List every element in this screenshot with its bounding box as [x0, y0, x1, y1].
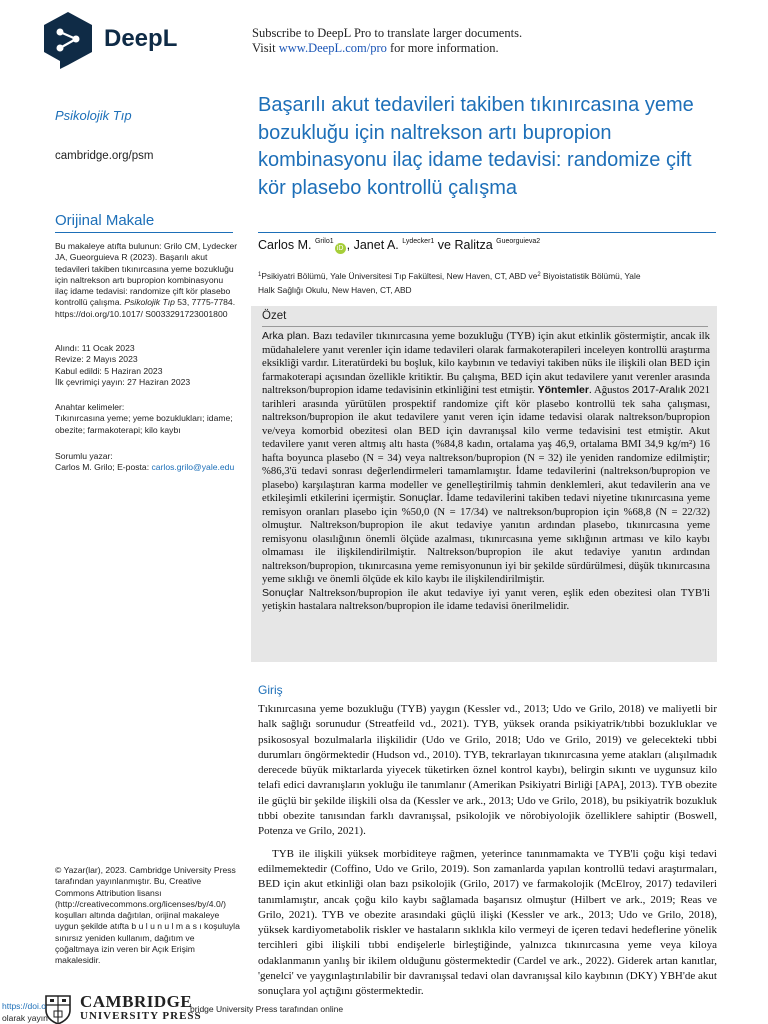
footer-note: bridge University Press tarafından online — [190, 1004, 344, 1014]
date-revised: Revize: 2 Mayıs 2023 — [55, 354, 138, 365]
divider — [55, 232, 233, 233]
orcid-icon[interactable]: iD — [335, 243, 346, 254]
journal-name: Psikolojik Tıp — [55, 108, 132, 123]
abstract-label-methods: Yöntemler — [537, 384, 589, 396]
article-type: Orijinal Makale — [55, 212, 155, 229]
divider — [258, 232, 716, 233]
divider — [262, 326, 708, 327]
doi-link[interactable]: https://doi.o — [2, 1001, 46, 1011]
date-online: İlk çevrimiçi yayın: 27 Haziran 2023 — [55, 376, 191, 387]
keywords-label: Anahtar kelimeler: — [55, 402, 125, 412]
license-text: © Yazar(lar), 2023. Cambridge University Press tarafından yayınlanmıştır. Bu, Creative Commons Attribution lisansı (http://creativecommons.org/licenses/by/4.0/) koşulları altında dağıtılan, orijinal makaleye uygun şekilde atıfta b u l u n u l m a s ı koşuluyla sınırsız yeniden kullanım, dağıtım ve çoğaltmaya izin veren bir Açık Erişim makalesidir. — [55, 865, 240, 966]
introduction-body — [258, 702, 717, 1000]
article-dates — [55, 343, 238, 388]
publisher-logo: CAMBRIDGE UNIVERSITY PRESS — [44, 994, 202, 1024]
keywords-block — [55, 402, 238, 436]
abstract-label-background: Arka plan. — [262, 330, 310, 342]
deepl-pro-link[interactable]: www.DeepL.com/pro — [278, 41, 387, 55]
author-email-link[interactable]: carlos.grilo@yale.edu — [151, 462, 235, 473]
abstract-text: Arka plan. Bazı tedaviler tıkınırcasına yeme bozukluğu (TYB) için akut etkinlik göstermiştir, ancak ilk müdahalelere yanıt verenler için idame tedavileri olarak farmakoterapileri inceleyen kontrollü araştırma eksikliği vardır. Literatürdeki bu boşluk, kilo kaybının ve tedaviyi takiben nüks ile ilişkili olan BED için farmakoterapi açısından özellikle kritiktir. Bu çalışma, BED için akut tedavilere yanıt verenler arasında naltrekson/bupropion idame tedavisinin etkinliğini test etmiştir. Yöntemler. Ağustos 2017-Aralık 2021 tarihleri arasında yürütülen prospektif randomize çift kör plasebo kontrollü tek saha çalışması, naltrekson/bupropion ile akut tedavilere yanıt veren için idame tedavisi olarak naltrekson/bupropion ve/veya komorbid obezitesi olan BED için davranışsal kilo verme tedavisini test etmiştir. Akut tedavilere yanıt veren altmış altı hasta (%84,8 kadın, ortalama yaş 46,9, ortalama BMI 34,9 kg/m²) 16 hafta boyunca plasebo (N = 34) veya naltrekson/bupropion (N = 32) ile yeniden randomize edilmiştir; %86,3'ü tedavi sonrası değerlendirmeleri tamamlamıştır. İdame tedavilerini (naltrekson/bupropion ve plasebo) karşılaştıran karma modeller ve genelleştirilmiş tahmin denklemleri, akut tedavilerin ana ve etkileşimli etkilerini içermiştir. Sonuçlar. İdame tedavilerini takiben tedavi niyetine tıkınırcasına yeme remisyon oranları plasebo için %50,0 (N = 17/34) ve naltrekson/bupropion için %68,8 (N = 22/32) olmuştur. Naltrekson/bupropion ile akut tedaviye yanıtın ardından plasebo, tıkınırcasına yeme remisyonu olasılığının önemli ölçüde azalması, tıkınırcasına yeme sıklığının artması ve kilo kaybı olmaması ile ilişkilendirilmiştir. Naltrekson/bupropion ile akut tedaviye yanıtın ardından naltrekson/bupropion, tıkınırcasına yeme remisyonunun iyi bir şekilde sürdürülmesi, düşük tıkınırcasına yeme sıklığı ve önemli ölçüde ek kilo kaybı ile ilişkilendirilmiştir. Sonuçlar Naltrekson/bupropion ile akut tedaviye iyi yanıt veren, eşlik eden obezitesi olan TYB'li yetişkin hastalara naltrekson/bupropion ile idame tedavisi önerilmelidir. — [262, 330, 711, 612]
author-list: Carlos M. $^{Grilo1}$iD , Janet A. $^{Lydecker1}$ ve Ralitza $^{Gueorguieva2}$ — [258, 238, 541, 252]
journal-site[interactable]: cambridge.org/psm — [55, 150, 154, 162]
date-accepted: Kabul edildi: 5 Haziran 2023 — [55, 365, 163, 376]
corresponding-author: Sorumlu yazar: Carlos M. Grilo; E-posta: carlos.grilo@yale.edu — [55, 451, 235, 473]
abstract-label-conclusions: Sonuçlar — [262, 586, 304, 599]
affiliations: $^1$Psikiyatri Bölümü, Yale Üniversitesi Tıp Fakültesi, New Haven, CT, ABD $ve^2$ Biyoistatistik Bölümü, Yale Halk Sağlığı Okulu, New Haven, CT, ABD — [258, 271, 641, 295]
cambridge-crest-icon — [44, 994, 72, 1024]
section-heading-introduction: Giriş — [258, 683, 283, 697]
keywords-list: Tıkınırcasına yeme; yeme bozuklukları; idame; obezite; farmakoterapi; kilo kaybı — [55, 413, 233, 435]
article-title: Başarılı akut tedavileri takiben tıkınırcasına yeme bozukluğu için naltrekson artı bupropion kombinasyonu ilaç idame tedavisi: randomize çift kör plasebo kontrollü çalışma — [258, 94, 694, 199]
date-received: Alındı: 11 Ocak 2023 — [55, 343, 135, 353]
footer-text: olarak yayın — [2, 1013, 48, 1023]
deepl-brand: DeepL — [104, 25, 178, 52]
citation-block: Bu makaleye atıfta bulunun: Grilo CM, Lydecker JA, Gueorguieva R (2023). Başarılı akut tedavileri takiben tıkınırcasına yeme bozukluğu için naltrekson artı bupropion kombinasyonu ilaç idame tedavisi: randomize çift kör plasebo kontrollü çalışma. Psikolojik Tıp 53, 7775-7784. https://doi.org/10.1017/ S0033291723001800 — [55, 241, 238, 319]
deepl-subscribe-message: Subscribe to DeepL Pro to translate larger documents. Visit www.DeepL.com/pro for more information. — [252, 26, 523, 55]
abstract-heading: Özet — [262, 310, 287, 322]
deepl-logo-icon — [40, 10, 96, 70]
paragraph: Tıkınırcasına yeme bozukluğu (TYB) yaygın (Kessler vd., 2013; Udo ve Grilo, 2018) ve maliyetli bir halk sağlığı sorunudur (Streatfeild vd., 2021). TYB, yüksek oranda psikiyatrik/tıbbi bozukluklar ve psikososyal bozulmalarla ilişkilidir (Udo ve Grilo, 2018; Udo ve Grilo, 2019) ve gelecekteki tıbbi durumları öngörmektedir (Hudson vd., 2010). TYB, tekrarlayan tıkınırcasına yeme atakları (alışılmadık derecede büyük miktarlarda yiyecek tüketirken öznel kontrol kaybı), belirgin sıkıntı ve uygunsuz kilo telafi edici davranışların yokluğu ile tanımlanır (Amerikan Psikiyatri Birliği [APA], 2013). TYB obezite ile güçlü bir şekilde ilişkili olsa da (Kessler ve ark., 2013; Udo ve Grilo, 2018), bu psikiyatrik bozukluk tıbbi obezite tanısından farklı davranışsal, psikolojik ve nörobiyolojik özelliklere sahiptir (Boswell, Potenza ve Grilo, 2021). — [258, 703, 717, 838]
paragraph: TYB ile ilişkili yüksek morbiditeye rağmen, yeterince tanınmamakta ve TYB'li çoğu kişi tedavi edilmemektedir (Coffino, Udo ve Grilo, 2019). Son zamanlarda yapılan kontrollü tedavi araştırmaları, BED için akut etkinliği olan bazı psikolojik (Grilo, 2017) ve farmakolojik (McElroy, 2017) tedavileri tanımlamıştır, ancak çoğu kilo kaybı sağlamada başarısız olmuştur (Hilbert ve ark., 2019; Reas ve Grilo, 2021). TYB ve obezite arasındaki güçlü ilişki (Kessler ve ark., 2013; Udo ve Grilo, 2018), yüksek kardiyometabolik riskler ve hastaların sıklıkla kilo vermeyi de içeren tedavi hedeflerine yönelik tercihleri gibi ilişkili tıbbi endişelerle birleştiğinde, yalnızca tıkınırcasına yeme veya kiloya odaklanmanın yanlış bir ikilem olduğunu göstermektedir (Cardel ve ark., 2022). Giderek artan kanıtlar, 'genelci' ve yaygınlaştırılabilir bir davranışsal tedavi olan davranışsal kilo kaybının (DKY) YBH'de akut sonuçlara yol açtığını göstermektedir. — [258, 847, 717, 998]
abstract-label-results: Sonuçlar — [398, 492, 441, 504]
